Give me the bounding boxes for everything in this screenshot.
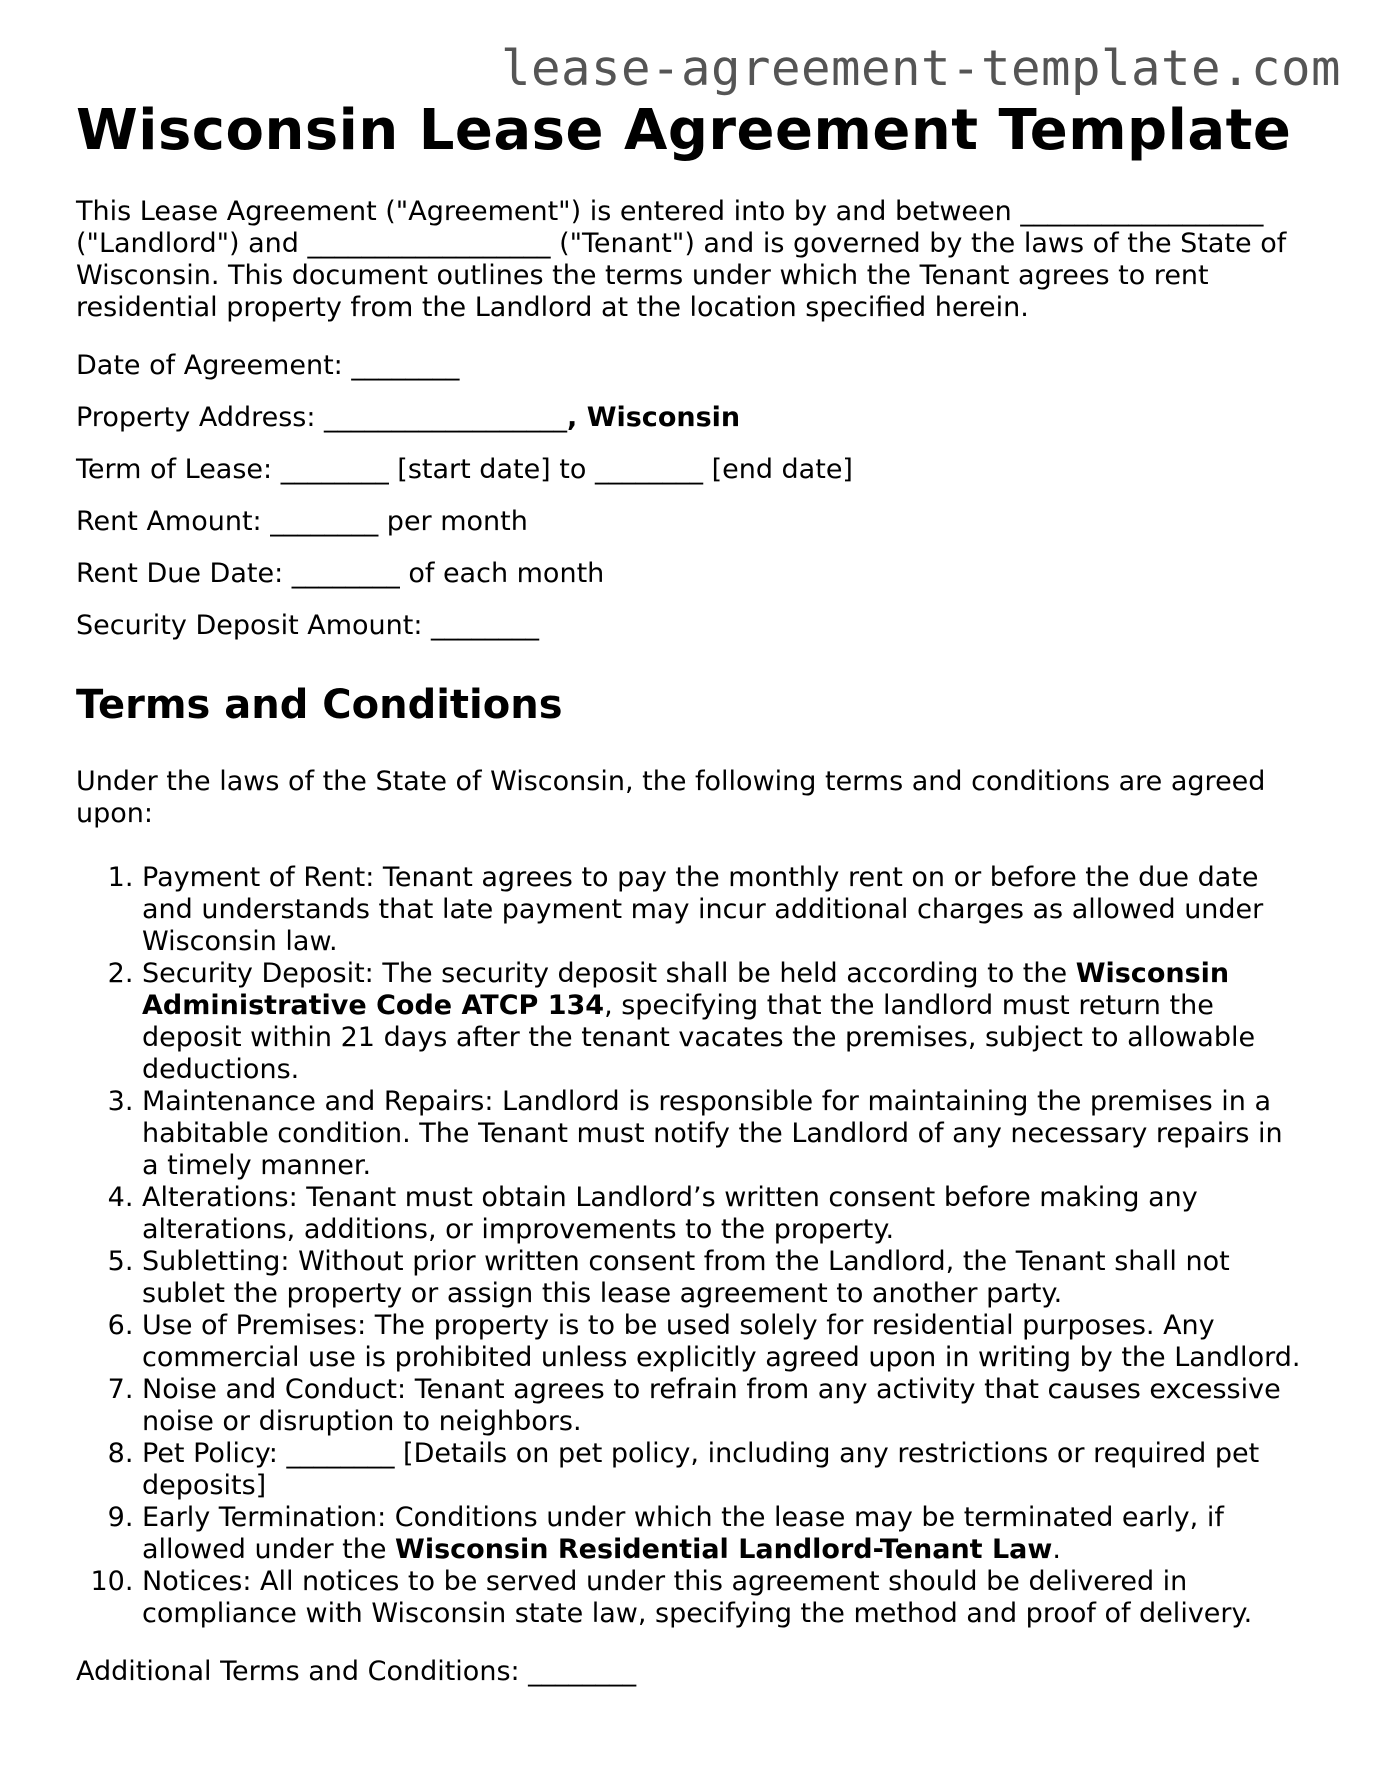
term-item: 1. Payment of Rent: Tenant agrees to pay the monthly rent on or before the due date and understands that late payment may incur additional charges as allowed under Wisconsin law. [142, 862, 1306, 958]
term-item: 7. Noise and Conduct: Tenant agrees to refrain from any activity that causes excessive noise or disruption to neighbors. [142, 1374, 1306, 1438]
terms-lead: Under the laws of the State of Wisconsin, the following terms and conditions are agreed upon: [76, 766, 1266, 829]
terms-list [76, 862, 1306, 1630]
term-item: 2. Security Deposit: The security deposit shall be held according to the Wisconsin Administrative Code ATCP 134, specifying that the landlord must return the deposit within 21 days after the tenant vacates the premises, subject to allowable deductions. [142, 958, 1306, 1086]
intro-paragraph: This Lease Agreement ("Agreement") is entered into by and between __________________ ("Landlord") and __________________ ("Tenant") and is governed by the laws of the State of Wisconsin. This document outlines the terms under which the Tenant agrees to rent residential property from the Landlord at the location specified herein. [76, 196, 1287, 323]
date-of-agreement-field: Date of Agreement: ________ [76, 350, 460, 381]
site-watermark: lease-agreement-template.com [500, 40, 1341, 97]
term-item: 6. Use of Premises: The property is to be used solely for residential purposes. Any commercial use is prohibited unless explicitly agreed upon in writing by the Landlord. [142, 1310, 1306, 1374]
document-page [76, 96, 1306, 1688]
document-title: Wisconsin Lease Agreement Template [76, 98, 1292, 163]
term-of-lease-field: Term of Lease: ________ [start date] to ________ [end date] [76, 454, 853, 485]
term-item: 10. Notices: All notices to be served under this agreement should be delivered in compliance with Wisconsin state law, specifying the method and proof of delivery. [142, 1566, 1306, 1630]
rent-due-date-field: Rent Due Date: ________ of each month [76, 558, 605, 589]
terms-heading: Terms and Conditions [76, 682, 563, 728]
additional-terms-field: Additional Terms and Conditions: ________ [76, 1656, 637, 1687]
property-address-label: Property Address: __________________ [76, 402, 568, 433]
security-deposit-field: Security Deposit Amount: ________ [76, 610, 540, 641]
term-item: 8. Pet Policy: ________ [Details on pet policy, including any restrictions or required pet deposits] [142, 1438, 1306, 1502]
property-address-field [76, 402, 1306, 434]
term-item: 5. Subletting: Without prior written consent from the Landlord, the Tenant shall not sublet the property or assign this lease agreement to another party. [142, 1246, 1306, 1310]
term-item: 9. Early Termination: Conditions under which the lease may be terminated early, if allowed under the Wisconsin Residential Landlord-Tenant Law. [142, 1502, 1306, 1566]
term-item: 4. Alterations: Tenant must obtain Landlord’s written consent before making any alterations, additions, or improvements to the property. [142, 1182, 1306, 1246]
property-address-state: , Wisconsin [567, 402, 741, 433]
rent-amount-field: Rent Amount: ________ per month [76, 506, 528, 537]
term-item: 3. Maintenance and Repairs: Landlord is responsible for maintaining the premises in a habitable condition. The Tenant must notify the Landlord of any necessary repairs in a timely manner. [142, 1086, 1306, 1182]
